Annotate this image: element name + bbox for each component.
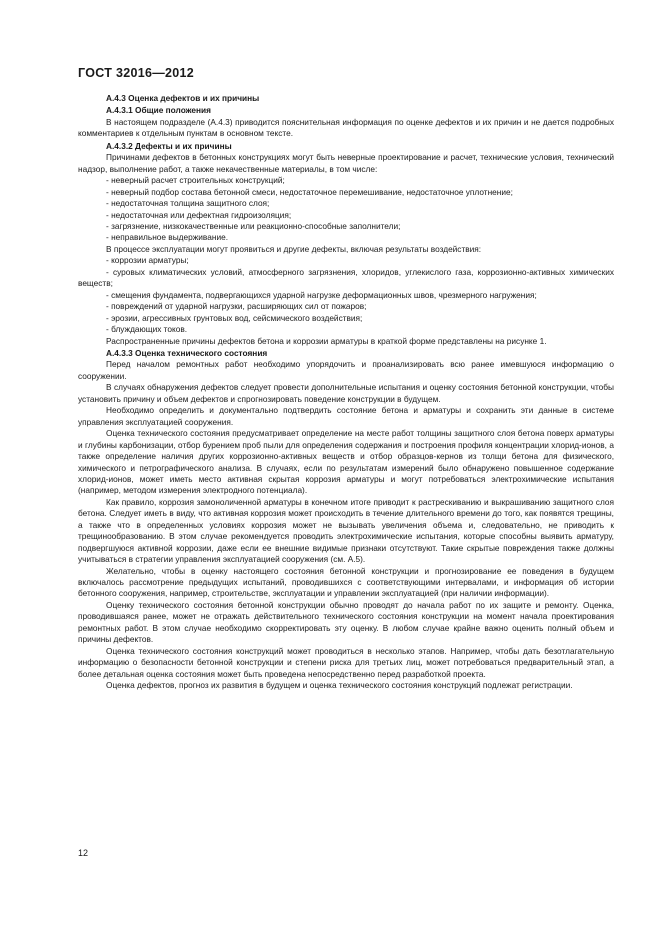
- section-heading-a431: А.4.3.1 Общие положения: [106, 105, 211, 116]
- list-item: - неверный расчет строительных конструкций;: [106, 175, 285, 186]
- paragraph-figure-reference: Распространенные причины дефектов бетона и коррозии арматуры в краткой форме представлены на рисунке 1.: [106, 335, 547, 346]
- paragraph-intro: В настоящем подразделе (А.4.3) приводится пояснительная информация по оценке дефектов и их причин и не дается подробных комментариев к отдельным пунктам в основном тексте.: [78, 116, 614, 139]
- paragraph: В случаях обнаружения дефектов следует провести дополнительные испытания и оценку состояния бетонной конструкции, чтобы установить причину и объем дефектов и спрогнозировать поведение конструкции в будущем.: [78, 382, 614, 404]
- document-body: [78, 92, 614, 692]
- list-item: - недостаточная или дефектная гидроизоляция;: [106, 209, 292, 220]
- section-heading-a433: А.4.3.3 Оценка технического состояния: [106, 347, 268, 358]
- list-item: - неверный подбор состава бетонной смеси, недостаточное перемешивание, недостаточное уплотнение;: [106, 186, 513, 197]
- section-heading-a432: А.4.3.2 Дефекты и их причины: [106, 140, 232, 151]
- paragraph: Желательно, чтобы в оценку настоящего состояния бетонной конструкции и прогнозирование ее поведения в будущем включалось рассмотрение предыдущих испытаний, проводившихся с соответствующими интервалами, и информация об истории бетонного сооружения, например, строительстве, эксплуатации и управлении эксплуатацией (при наличии информации).: [78, 565, 614, 599]
- paragraph-operation: В процессе эксплуатации могут проявиться и другие дефекты, включая результаты воздействия:: [106, 243, 482, 254]
- list-item: - блуждающих токов.: [106, 324, 188, 335]
- document-header: ГОСТ 32016—2012: [78, 66, 195, 80]
- list-item: - загрязнение, низкокачественные или реакционно-способные заполнители;: [106, 220, 401, 231]
- paragraph: Необходимо определить и документально подтвердить состояние бетона и арматуры и сохранить эти данные в системе управления эксплуатацией сооружения.: [78, 405, 614, 427]
- paragraph: Оценку технического состояния бетонной конструкции обычно проводят до начала работ по их защите и ремонту. Оценка, проводившаяся ранее, может не отражать действительного технического состояния конструкции на момент начала проектирования ремонтных работ. В этом случае необходимо скорректировать эту оценку. В любом случае крайне важно оценить полный объем и причины дефектов.: [78, 599, 614, 645]
- page-number: 12: [78, 848, 89, 858]
- paragraph: Перед началом ремонтных работ необходимо упорядочить и проанализировать всю ранее имевшуюся информацию о сооружении.: [78, 359, 614, 381]
- paragraph: Как правило, коррозия замоноличенной арматуры в конечном итоге приводит к растрескиванию и выкрашиванию защитного слоя бетона. Следует иметь в виду, что активная коррозия может происходить в течение длительного времени до того, как появятся трещины, а также что в определенных условиях коррозия может не вызывать увеличения объема и, следовательно, не приводить к трещинообразованию. В этом случае рекомендуется проводить электрохимические испытания, которые способны выявить арматуру, подвергшуюся активной коррозии, даже если ее внешние видимые признаки отсутствуют. Такие скрытые повреждения также должны учитываться в стратегии управления эксплуатацией сооружения (см. А.5).: [78, 496, 614, 565]
- paragraph-causes: Причинами дефектов в бетонных конструкциях могут быть неверные проектирование и расчет, технические условия, технический надзор, выполнение работ, а также некачественные материалы, в том числе:: [78, 152, 614, 174]
- paragraph: Оценка технического состояния конструкций может проводиться в несколько этапов. Например, чтобы дать безотлагательную информацию о безопасности бетонной конструкции и степени риска для третьих лиц, может потребоваться предварительный этап, а более детальная оценка состояния может быть проведена непосредственно перед разработкой проекта.: [78, 645, 614, 679]
- list-item: - эрозии, агрессивных грунтовых вод, сейсмического воздействия;: [106, 312, 363, 323]
- list-item: - недостаточная толщина защитного слоя;: [106, 198, 270, 209]
- list-item: - суровых климатических условий, атмосферного загрязнения, хлоридов, углекислого газа, коррозионно-активных химических веществ;: [78, 266, 614, 289]
- paragraph: Оценка технического состояния предусматривает определение на месте работ толщины защитного слоя бетона поверх арматуры и глубины карбонизации, отбор бурением проб пыли для определения содержания и построения профиля концентрации хлорид-ионов, а также определение наличия других коррозионно-активных веществ и отбор образцов-кернов из толщи бетона для физического, химического и петрографического анализа. В случаях, если по результатам измерений было обнаружено повышенное содержание хлорид-ионов, может иметь место активная скрытая коррозия арматуры и могут потребоваться электрохимические испытания (например, методом измерения электродного потенциала).: [78, 428, 614, 496]
- list-item: - неправильное выдерживание.: [106, 232, 228, 243]
- list-item: - повреждений от ударной нагрузки, расширяющих сил от пожаров;: [106, 301, 367, 312]
- list-item: - коррозии арматуры;: [106, 255, 189, 266]
- section-heading-a43: А.4.3 Оценка дефектов и их причины: [106, 93, 260, 103]
- list-item: - смещения фундамента, подвергающихся ударной нагрузке деформационных швов, чрезмерного нагружения;: [106, 289, 537, 300]
- paragraph: Оценка дефектов, прогноз их развития в будущем и оценка технического состояния конструкций подлежат регистрации.: [106, 680, 573, 691]
